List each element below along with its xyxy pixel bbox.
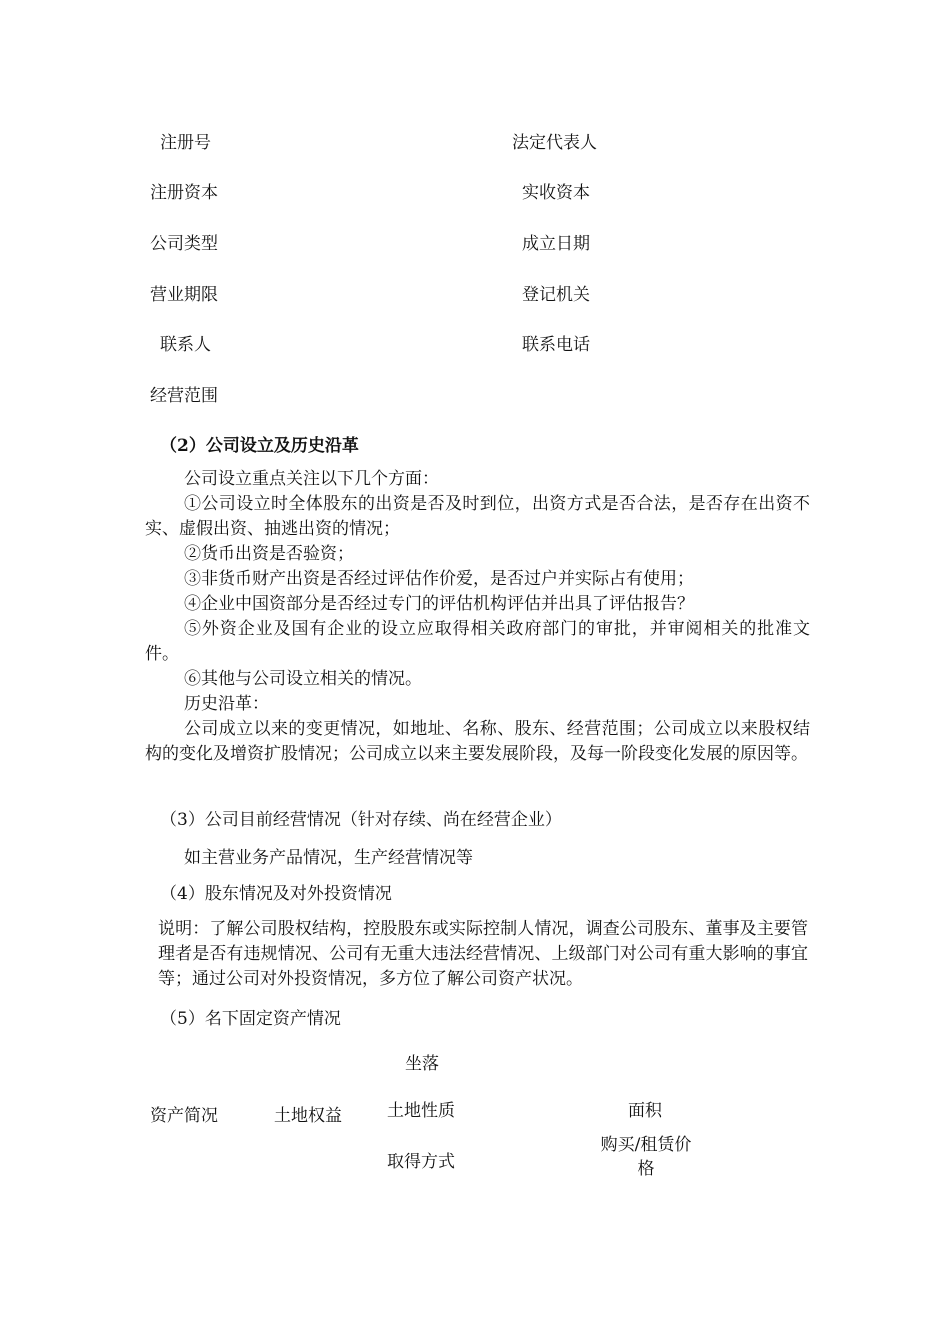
label-legal-rep: 法定代表人 [512, 133, 597, 153]
table-header-price-line2: 格 [637, 1159, 655, 1179]
section2-item-6: ⑥其他与公司设立相关的情况。 [184, 669, 422, 689]
table-header-land-nature: 土地性质 [387, 1101, 455, 1121]
table-header-acquire-method: 取得方式 [387, 1152, 455, 1172]
table-header-price [586, 1133, 706, 1181]
label-company-type: 公司类型 [150, 234, 218, 254]
label-paid-capital: 实收资本 [522, 183, 590, 203]
section4-text: 说明：了解公司股权结构，控股股东或实际控制人情况，调查公司股东、董事及主要管理者是否有违规情况、公司有无重大违法经营情况、上级部门对公司有重大影响的事宜等；通过公司对外投资情况，多方位了解公司资产状况。 [158, 919, 808, 989]
table-header-area: 面积 [628, 1101, 662, 1121]
table-label-asset-overview: 资产简况 [150, 1106, 218, 1126]
section3-text: 如主营业务产品情况，生产经营情况等 [184, 848, 473, 868]
section2-item-2: ②货币出资是否验资； [184, 544, 354, 564]
section2-item-1: ①公司设立时全体股东的出资是否及时到位，出资方式是否合法，是否存在出资不实、虚假出资、抽逃出资的情况； [145, 494, 810, 539]
label-reg-authority: 登记机关 [522, 285, 590, 305]
section2-item-4: ④企业中国资部分是否经过专门的评估机构评估并出具了评估报告？ [184, 594, 694, 614]
history-label: 历史沿革： [184, 694, 269, 714]
label-reg-no: 注册号 [160, 133, 211, 153]
label-contact-phone: 联系电话 [522, 335, 590, 355]
table-header-price-line1: 购买/租赁价 [600, 1135, 692, 1155]
label-business-term: 营业期限 [150, 285, 218, 305]
label-reg-capital: 注册资本 [150, 183, 218, 203]
section2-item-5: ⑤外资企业及国有企业的设立应取得相关政府部门的审批，并审阅相关的批准文件。 [145, 619, 810, 664]
label-est-date: 成立日期 [522, 234, 590, 254]
section2-intro: 公司设立重点关注以下几个方面： [184, 469, 439, 489]
history-text: 公司成立以来的变更情况，如地址、名称、股东、经营范围；公司成立以来股权结构的变化及增资扩股情况；公司成立以来主要发展阶段，及每一阶段变化发展的原因等。 [145, 719, 810, 764]
label-business-scope: 经营范围 [150, 386, 218, 406]
section3-heading: （3）公司目前经营情况（针对存续、尚在经营企业） [160, 810, 562, 830]
section2-heading: （2）公司设立及历史沿革 [160, 436, 359, 456]
label-contact: 联系人 [160, 335, 211, 355]
section2-item-3: ③非货币财产出资是否经过评估作价爱，是否过户并实际占有使用； [184, 569, 694, 589]
table-header-location: 坐落 [405, 1054, 439, 1074]
section4-heading: （4）股东情况及对外投资情况 [160, 884, 392, 904]
table-label-land-rights: 土地权益 [274, 1106, 342, 1126]
section5-heading: （5）名下固定资产情况 [160, 1009, 341, 1029]
